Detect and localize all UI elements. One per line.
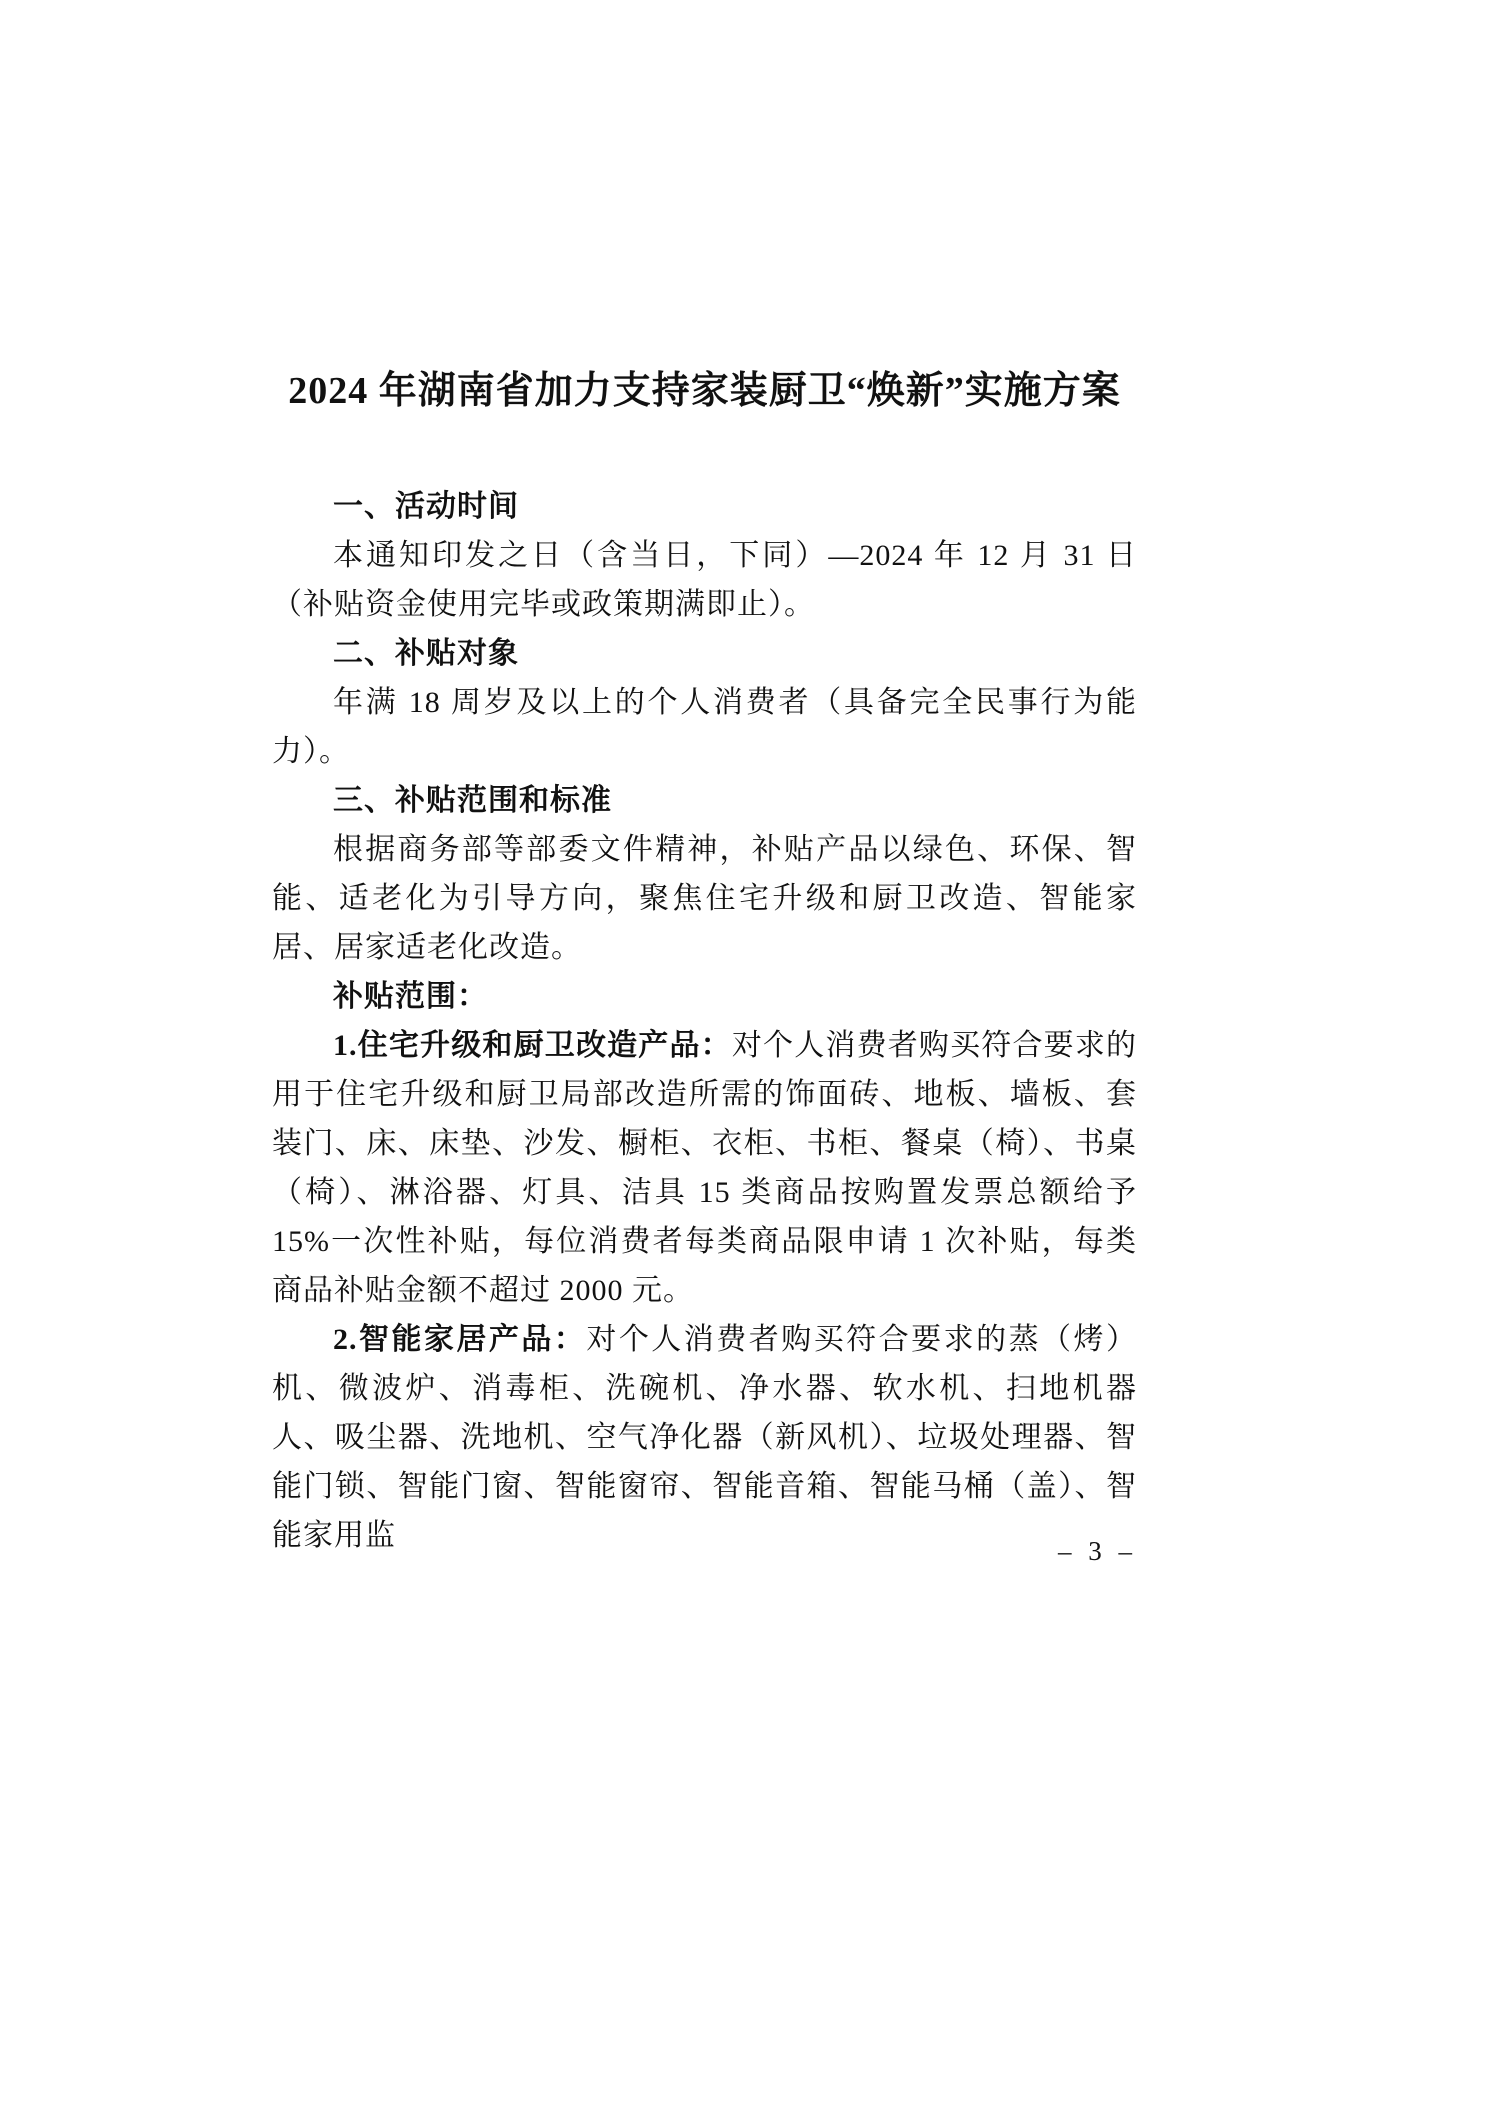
section-heading-activity-time: 一、活动时间 (333, 490, 519, 523)
section-heading-subsidy-target: 二、补贴对象 (333, 637, 519, 670)
list-item-residential-upgrade (272, 1021, 1137, 1315)
page-number: – 3 – (1058, 1536, 1137, 1566)
paragraph-subsidy-target: 年满 18 周岁及以上的个人消费者（具备完全民事行为能力）。 (272, 686, 1137, 768)
list-item-text: 对个人消费者购买符合要求的蒸（烤）机、微波炉、消毒柜、洗碗机、净水器、软水机、扫地机器人、吸尘器、洗地机、空气净化器（新风机）、垃圾处理器、智能门锁、智能门窗、智能窗帘、智能音箱、智能马桶（盖）、智能家用监 (272, 1323, 1138, 1552)
document-body (272, 362, 1137, 1560)
list-item-smart-home (272, 1315, 1137, 1560)
list-item-text: 对个人消费者购买符合要求的用于住宅升级和厨卫局部改造所需的饰面砖、地板、墙板、套装门、床、床垫、沙发、橱柜、衣柜、书柜、餐桌（椅）、书桌（椅）、淋浴器、灯具、洁具 15 类商品按购置发票总额给予 15%一次性补贴，每位消费者每类商品限申请 1 次补贴，每类商品补贴金额不超过 2000 元。 (272, 1029, 1138, 1307)
list-item-lead: 1.住宅升级和厨卫改造产品： (333, 1029, 732, 1062)
subheading-subsidy-scope: 补贴范围： (333, 980, 488, 1013)
list-item-lead: 2.智能家居产品： (333, 1323, 587, 1356)
document-title: 2024 年湖南省加力支持家装厨卫“焕新”实施方案 (288, 370, 1121, 412)
paragraph-subsidy-scope-intro: 根据商务部等部委文件精神，补贴产品以绿色、环保、智能、适老化为引导方向，聚焦住宅升级和厨卫改造、智能家居、居家适老化改造。 (272, 833, 1137, 964)
paragraph-activity-time: 本通知印发之日（含当日，下同）—2024 年 12 月 31 日（补贴资金使用完毕或政策期满即止）。 (272, 539, 1137, 621)
section-heading-subsidy-scope: 三、补贴范围和标准 (333, 784, 612, 817)
